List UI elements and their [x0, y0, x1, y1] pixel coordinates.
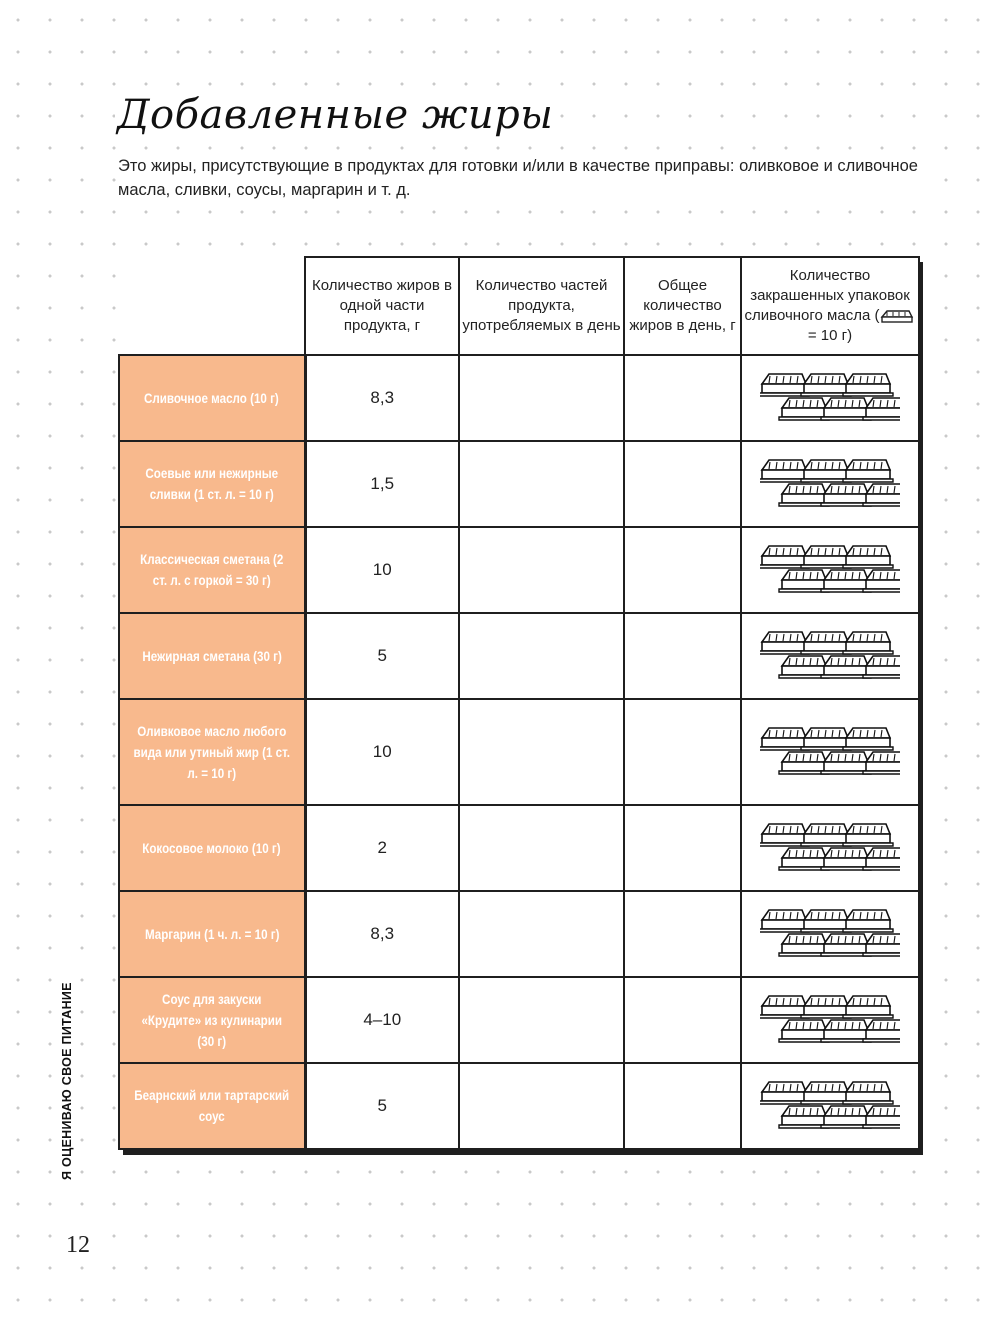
row-label-text: Сливочное масло (10 г): [144, 390, 280, 406]
butter-packs-cell: [741, 805, 919, 891]
butter-pack-icon[interactable]: [863, 1106, 900, 1128]
butter-pack-icon[interactable]: [843, 1082, 893, 1104]
butter-pack-group: [760, 816, 900, 880]
fats-worksheet: [118, 256, 918, 1149]
table-row: [119, 891, 919, 977]
butter-pack-group: [760, 366, 900, 430]
portions-per-day-cell[interactable]: [459, 527, 624, 613]
side-caption: Я ОЦЕНИВАЮ СВОЕ ПИТАНИЕ: [60, 982, 74, 1180]
butter-pack-icon[interactable]: [843, 824, 893, 846]
fat-per-portion-value: 5: [305, 613, 459, 699]
fat-per-portion-value: 10: [305, 699, 459, 805]
fat-per-portion-value: 5: [305, 1063, 459, 1149]
butter-pack-icon[interactable]: [863, 934, 900, 956]
butter-pack-icon[interactable]: [863, 398, 900, 420]
butter-pack-icon[interactable]: [843, 632, 893, 654]
col-header-total-per-day: Общее количество жиров в день, г: [624, 257, 741, 355]
page-title: Добавленные жиры: [115, 92, 559, 138]
row-label: [119, 977, 305, 1063]
portions-per-day-cell[interactable]: [459, 1063, 624, 1149]
row-label: [119, 891, 305, 977]
row-label-text: Соус для закуски «Крудите» из кулинарии (30 г): [141, 991, 283, 1049]
row-label-text: Соевые или нежирные сливки (1 ст. л. = 10 г): [145, 466, 279, 502]
butter-pack-group: [760, 988, 900, 1052]
table-row: [119, 1063, 919, 1149]
butter-pack-icon[interactable]: [863, 752, 900, 774]
total-fat-per-day-cell[interactable]: [624, 805, 741, 891]
portions-per-day-cell[interactable]: [459, 977, 624, 1063]
total-fat-per-day-cell[interactable]: [624, 613, 741, 699]
butter-packs-cell: [741, 891, 919, 977]
total-fat-per-day-cell[interactable]: [624, 1063, 741, 1149]
table-header-row: [119, 257, 919, 355]
total-fat-per-day-cell[interactable]: [624, 891, 741, 977]
fat-per-portion-value: 10: [305, 527, 459, 613]
butter-pack-group: [760, 452, 900, 516]
table-row: [119, 805, 919, 891]
butter-header-text-before: Количество закрашенных упаковок сливочного масла (: [744, 267, 910, 324]
row-label: [119, 1063, 305, 1149]
row-label-text: Кокосовое молоко (10 г): [142, 840, 281, 856]
row-label-text: Нежирная сметана (30 г): [141, 648, 282, 664]
col-header-butter-packs: [741, 257, 919, 355]
total-fat-per-day-cell[interactable]: [624, 355, 741, 441]
butter-packs-cell: [741, 527, 919, 613]
total-fat-per-day-cell[interactable]: [624, 527, 741, 613]
butter-pack-icon[interactable]: [863, 848, 900, 870]
butter-packs-cell: [741, 977, 919, 1063]
butter-pack-group: [760, 538, 900, 602]
fats-table-body: [119, 355, 919, 1149]
table-row: [119, 699, 919, 805]
table-row: [119, 613, 919, 699]
butter-pack-icon[interactable]: [843, 374, 893, 396]
row-label: [119, 805, 305, 891]
table-row: [119, 977, 919, 1063]
row-label: [119, 441, 305, 527]
butter-pack-group: [760, 720, 900, 784]
intro-paragraph: Это жиры, присутствующие в продуктах для готовки и/или в качестве приправы: оливковое и сливочное масла, сливки, соусы, маргарин и т. д.: [118, 154, 928, 202]
table-row: [119, 441, 919, 527]
portions-per-day-cell[interactable]: [459, 441, 624, 527]
butter-pack-icon[interactable]: [843, 460, 893, 482]
row-label-text: Беарнский или тартарский соус: [134, 1088, 290, 1124]
row-label-text: Классическая сметана (2 ст. л. с горкой = 30 г): [140, 552, 284, 588]
fat-per-portion-value: 1,5: [305, 441, 459, 527]
portions-per-day-cell[interactable]: [459, 805, 624, 891]
butter-pack-icon[interactable]: [863, 484, 900, 506]
fat-per-portion-value: 4–10: [305, 977, 459, 1063]
table-row: [119, 527, 919, 613]
portions-per-day-cell[interactable]: [459, 613, 624, 699]
portions-per-day-cell[interactable]: [459, 891, 624, 977]
total-fat-per-day-cell[interactable]: [624, 977, 741, 1063]
butter-packs-cell: [741, 1063, 919, 1149]
butter-pack-icon[interactable]: [843, 910, 893, 932]
butter-pack-group: [760, 624, 900, 688]
fat-per-portion-value: 8,3: [305, 355, 459, 441]
butter-packs-cell: [741, 355, 919, 441]
butter-pack-icon[interactable]: [843, 728, 893, 750]
row-label: [119, 699, 305, 805]
fats-table: [118, 256, 920, 1150]
butter-header-text-after: = 10 г): [807, 327, 853, 344]
fat-per-portion-value: 2: [305, 805, 459, 891]
table-corner: [119, 257, 305, 355]
butter-packs-cell: [741, 613, 919, 699]
fat-per-portion-value: 8,3: [305, 891, 459, 977]
row-label: [119, 527, 305, 613]
butter-pack-icon[interactable]: [863, 1020, 900, 1042]
page-number: 12: [66, 1232, 90, 1258]
row-label-text: Оливковое масло любого вида или утиный жир (1 ст. л. = 10 г): [133, 723, 290, 781]
total-fat-per-day-cell[interactable]: [624, 441, 741, 527]
table-row: [119, 355, 919, 441]
total-fat-per-day-cell[interactable]: [624, 699, 741, 805]
butter-pack-icon[interactable]: [863, 570, 900, 592]
col-header-fat-per-portion: Количество жиров в одной части продукта, г: [305, 257, 459, 355]
portions-per-day-cell[interactable]: [459, 699, 624, 805]
butter-pack-group: [760, 1074, 900, 1138]
butter-pack-icon[interactable]: [843, 546, 893, 568]
butter-pack-icon: [879, 308, 915, 324]
butter-packs-cell: [741, 441, 919, 527]
row-label-text: Маргарин (1 ч. л. = 10 г): [144, 926, 280, 942]
butter-pack-icon[interactable]: [843, 996, 893, 1018]
portions-per-day-cell[interactable]: [459, 355, 624, 441]
row-label: [119, 613, 305, 699]
butter-pack-group: [760, 902, 900, 966]
row-label: [119, 355, 305, 441]
butter-pack-icon[interactable]: [863, 656, 900, 678]
col-header-portions-per-day: Количество частей продукта, употребляемых в день: [459, 257, 624, 355]
butter-packs-cell: [741, 699, 919, 805]
